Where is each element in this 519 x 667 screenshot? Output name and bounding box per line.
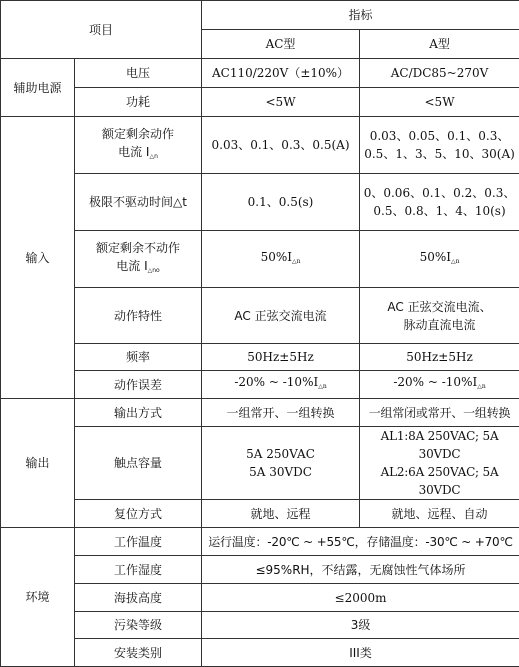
value-subscript: △n [318, 383, 326, 390]
row-working-humidity [1, 556, 519, 584]
value-altitude: ≤2000m [202, 584, 519, 612]
label-line-2: 电流 I [116, 259, 147, 273]
group-environment: 环境 [1, 528, 75, 667]
value-line-1: AL1:8A 250VAC; 5A 30VDC [381, 429, 499, 461]
header-type-ac: AC型 [202, 30, 360, 59]
value-main: 50%I [261, 250, 292, 264]
label-altitude: 海拔高度 [75, 584, 202, 612]
row-voltage [1, 59, 519, 88]
label-line-1: 额定剩余不动作 [96, 241, 180, 255]
header-spec: 指标 [202, 1, 519, 30]
value-line-2: AL2:6A 250VAC; 5A 30VDC [381, 465, 499, 497]
row-action-error [1, 371, 519, 399]
value-rated-trip-current-a [360, 117, 519, 174]
row-rated-non-trip-current [1, 231, 519, 288]
row-output-mode [1, 399, 519, 427]
value-main: 50%I [420, 250, 451, 264]
row-limit-time [1, 174, 519, 231]
value-line-1: 0.03、0.05、0.1、0.3、 [370, 129, 510, 143]
label-action-error: 动作误差 [75, 371, 202, 399]
label-rated-trip-current [75, 117, 202, 174]
value-subscript: △n [292, 258, 300, 265]
value-contact-capacity-ac [202, 427, 360, 500]
label-limit-time: 极限不驱动时间△t [75, 174, 202, 231]
value-rated-non-trip-current-a [360, 231, 519, 288]
label-voltage: 电压 [75, 59, 202, 88]
value-subscript: △n [451, 258, 459, 265]
row-altitude [1, 584, 519, 612]
header-row-1 [1, 1, 519, 30]
value-reset-ac: 就地、远程 [202, 500, 360, 528]
value-action-error-ac [202, 371, 360, 399]
label-rated-non-trip-current [75, 231, 202, 288]
value-rated-non-trip-current-ac [202, 231, 360, 288]
label-action-characteristic: 动作特性 [75, 288, 202, 344]
value-pollution-level: 3级 [202, 612, 519, 639]
value-voltage-a: AC/DC85~270V [360, 59, 519, 88]
value-limit-time-ac: 0.1、0.5(s) [202, 174, 360, 231]
row-action-characteristic [1, 288, 519, 344]
label-working-humidity: 工作湿度 [75, 556, 202, 584]
row-pollution-level [1, 612, 519, 639]
value-contact-capacity-a [360, 427, 519, 500]
label-reset: 复位方式 [75, 500, 202, 528]
value-install-category: III类 [202, 639, 519, 667]
value-line-2: 0.5、1、3、5、10、30(A) [364, 147, 515, 161]
value-output-mode-ac: 一组常开、一组转换 [202, 399, 360, 427]
label-contact-capacity: 触点容量 [75, 427, 202, 500]
label-subscript: △n [149, 153, 157, 160]
row-contact-capacity [1, 427, 519, 500]
value-line-1: 5A 250VAC [246, 447, 315, 461]
label-working-temp: 工作温度 [75, 528, 202, 556]
value-main: -20% ~ -10%I [393, 375, 477, 389]
label-line-1: 额定剩余动作 [102, 127, 174, 141]
label-subscript: △no [148, 267, 160, 274]
label-install-category: 安装类别 [75, 639, 202, 667]
value-action-characteristic-a [360, 288, 519, 344]
label-pollution-level: 污染等级 [75, 612, 202, 639]
value-line-2: 0.5、0.8、1、4、10(s) [373, 204, 505, 218]
value-line-2: 脉动直流电流 [404, 318, 476, 332]
label-line-2: 电流 I [118, 145, 149, 159]
value-working-temp: 运行温度：-20℃ ~ +55℃，存储温度：-30℃ ~ +70℃ [202, 528, 519, 556]
value-subscript: △n [477, 383, 485, 390]
row-rated-trip-current [1, 117, 519, 174]
value-frequency-ac: 50Hz±5Hz [202, 344, 360, 371]
label-frequency: 频率 [75, 344, 202, 371]
row-reset [1, 500, 519, 528]
value-reset-a: 就地、远程、自动 [360, 500, 519, 528]
label-output-mode: 输出方式 [75, 399, 202, 427]
value-main: -20% ~ -10%I [234, 375, 318, 389]
label-power: 功耗 [75, 88, 202, 117]
value-output-mode-a: 一组常闭或常开、一组转换 [360, 399, 519, 427]
row-working-temp [1, 528, 519, 556]
group-output: 输出 [1, 399, 75, 528]
value-working-humidity: ≤95%RH，不结露，无腐蚀性气体场所 [202, 556, 519, 584]
value-action-error-a [360, 371, 519, 399]
value-limit-time-a [360, 174, 519, 231]
value-line-2: 5A 30VDC [249, 465, 312, 479]
row-frequency [1, 344, 519, 371]
value-power-a: <5W [360, 88, 519, 117]
row-power [1, 88, 519, 117]
value-line-1: AC 正弦交流电流、 [387, 300, 491, 314]
group-aux-power: 辅助电源 [1, 59, 75, 117]
header-item: 项目 [1, 1, 202, 59]
value-voltage-ac: AC110/220V（±10%） [202, 59, 360, 88]
group-input: 输入 [1, 117, 75, 399]
value-action-characteristic-ac: AC 正弦交流电流 [202, 288, 360, 344]
value-frequency-a: 50Hz±5Hz [360, 344, 519, 371]
value-rated-trip-current-ac: 0.03、0.1、0.3、0.5(A) [202, 117, 360, 174]
header-type-a: A型 [360, 30, 519, 59]
value-power-ac: <5W [202, 88, 360, 117]
value-line-1: 0、0.06、0.1、0.2、0.3、 [364, 186, 516, 200]
